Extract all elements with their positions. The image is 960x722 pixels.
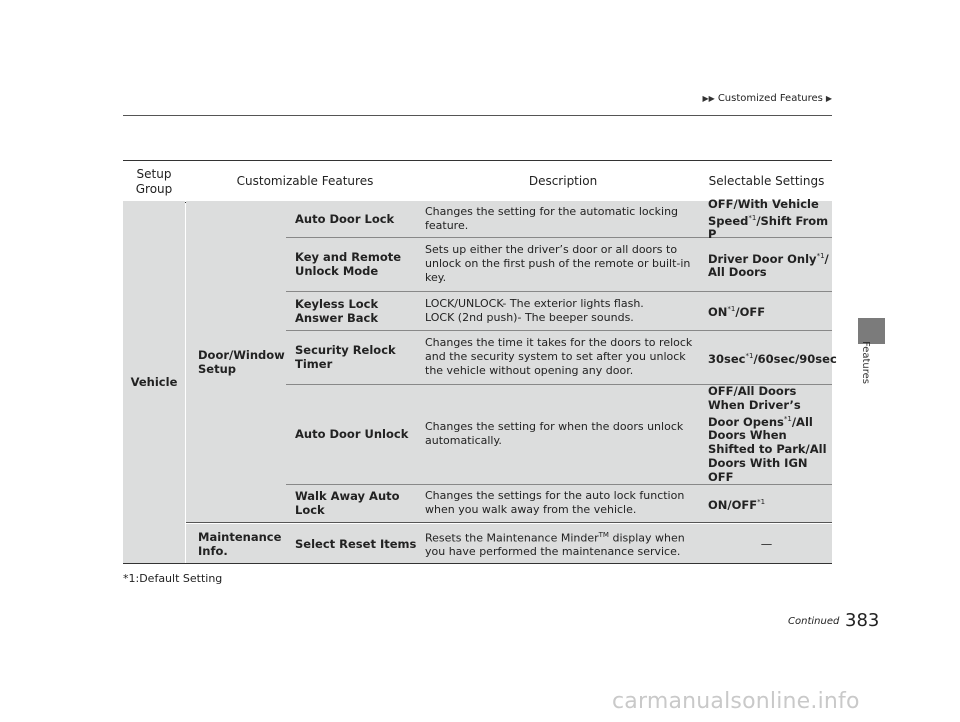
- features-table: [123, 160, 837, 559]
- continued-label: Continued: [788, 616, 840, 627]
- feature-name: Security Relock Timer: [295, 343, 396, 371]
- header-description: Description: [528, 174, 598, 188]
- feature-description: Resets the Maintenance Minder™ display when you have performed the maintenance service.: [425, 530, 685, 559]
- breadcrumb: [703, 93, 832, 104]
- triangle-icon: ▶▶: [702, 94, 715, 103]
- feature-name: Select Reset Items: [295, 536, 417, 551]
- breadcrumb-label: Customized Features: [717, 93, 823, 104]
- feature-name: Key and Remote Unlock Mode: [295, 250, 402, 278]
- triangle-icon: ▶: [825, 94, 832, 103]
- header-settings: Selectable Settings: [708, 174, 825, 188]
- feature-settings: ON$^{*1}$/OFF: [708, 304, 766, 319]
- feature-settings: $30\sec^{*1}/60\sec/90\sec$: [708, 351, 837, 366]
- feature-name: Auto Door Lock: [295, 212, 395, 226]
- feature-description: LOCK/UNLOCK- The exterior lights flash. LOCK (2nd push)- The beeper sounds.: [425, 296, 644, 324]
- feature-name: Walk Away Auto Lock: [295, 489, 400, 517]
- feature-description: Changes the settings for the auto lock function when you walk away from the vehicle.: [425, 489, 685, 516]
- watermark: carmanualsonline.info: [612, 689, 860, 714]
- feature-settings: —: [760, 536, 773, 551]
- feature-description: Changes the setting for when the doors unlock automatically.: [425, 420, 684, 447]
- header-rule: [123, 115, 832, 116]
- header-setup-group: Setup Group: [135, 166, 173, 196]
- feature-description: Sets up either the driver’s door or all doors to unlock on the first push of the remote or built-in key.: [425, 243, 691, 284]
- feature-settings: OFF/All Doors When Driver’s Door Opens$^{*1}$/All Doors When Shifted to Park/All Doors With IGN OFF: [708, 383, 827, 485]
- group-divider: [186, 522, 832, 523]
- footnote: *1:Default Setting: [123, 572, 223, 585]
- header-features: Customizable Features: [236, 174, 374, 188]
- page-number: 383: [845, 610, 880, 631]
- subgroup-door-window: Door/Window Setup: [198, 347, 285, 376]
- feature-name: Auto Door Unlock: [295, 427, 409, 441]
- feature-settings: OFF/With Vehicle Speed$^{*1}$/Shift From P: [708, 196, 829, 242]
- feature-settings: Driver Door Only$^{*1}$/ All Doors: [708, 251, 829, 280]
- section-label: Features: [860, 341, 871, 384]
- group-vehicle: Vehicle: [130, 375, 178, 389]
- feature-description: Changes the time it takes for the doors to relock and the security system to set after you unlock the vehicle without opening any door.: [425, 336, 693, 377]
- feature-settings: ON/OFF$^{*1}$: [708, 497, 766, 512]
- feature-description: Changes the setting for the automatic locking feature.: [425, 205, 679, 232]
- subgroup-maintenance: Maintenance Info.: [198, 529, 282, 558]
- feature-name: Keyless Lock Answer Back: [295, 296, 379, 325]
- table-bottom-rule: [123, 563, 832, 564]
